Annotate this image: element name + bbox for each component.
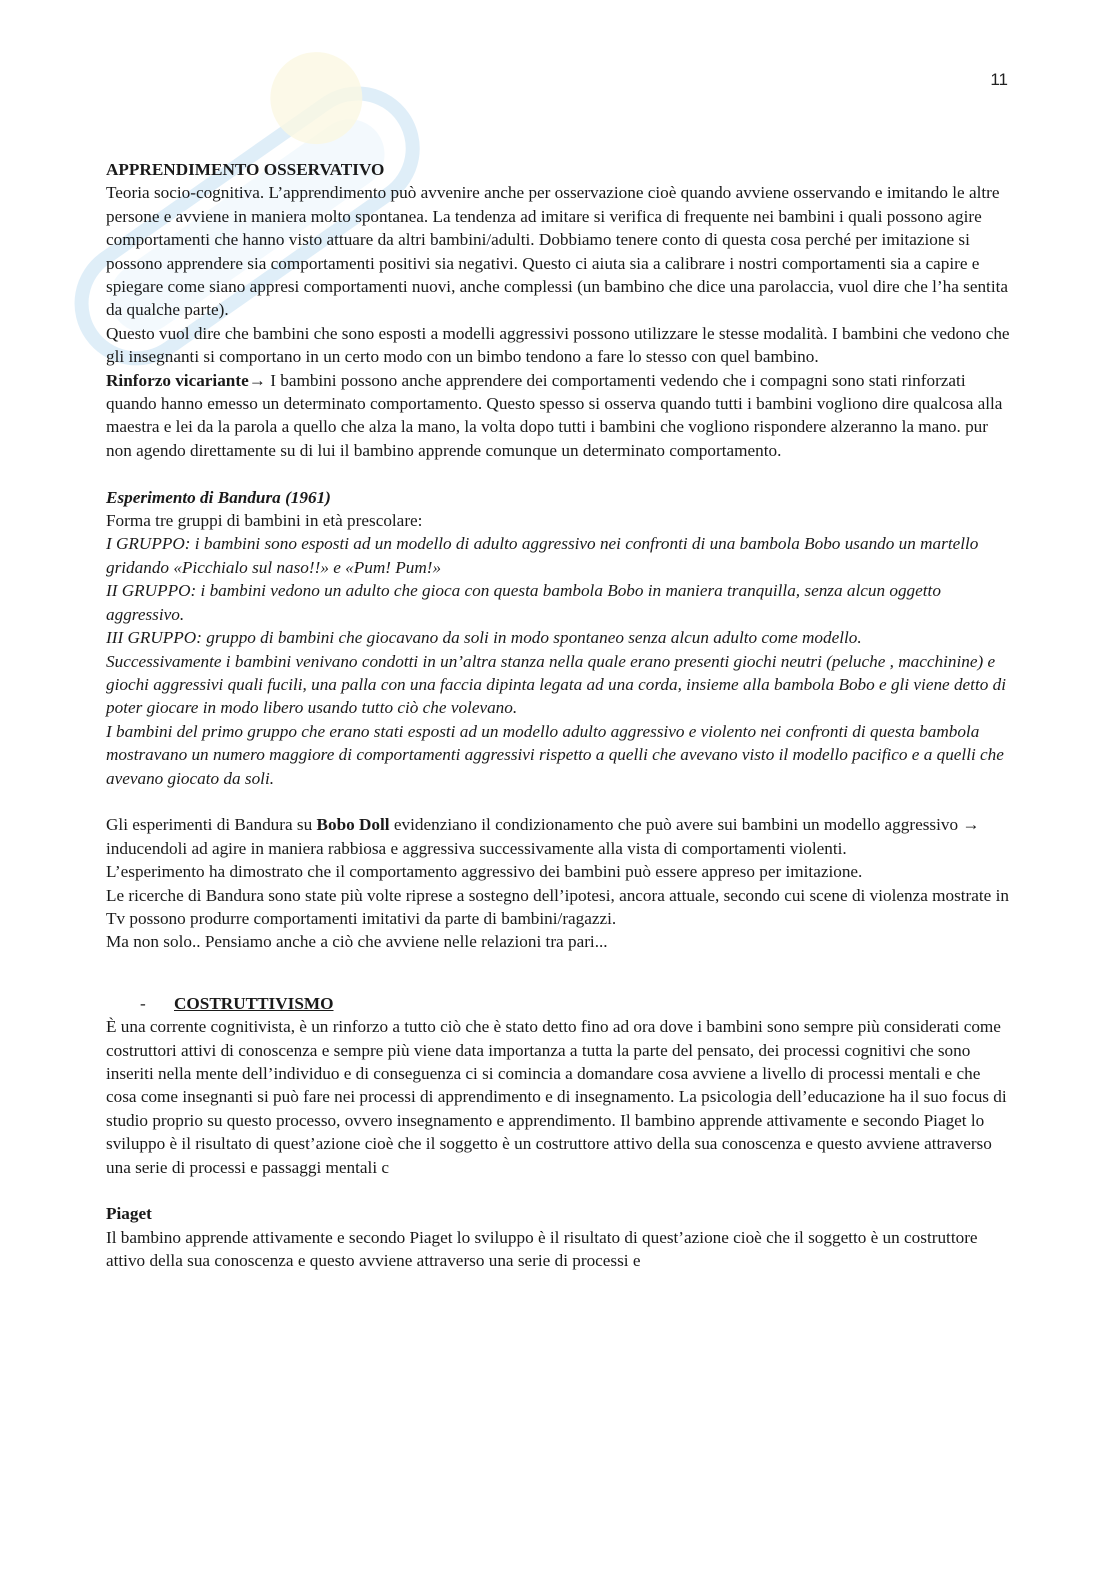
page-number: 11 xyxy=(990,70,1008,89)
paragraph: Successivamente i bambini venivano condotti in un’altra stanza nella quale erano presenti giochi neutri (peluche , macchinine) e giochi aggressivi quali fucili, una palla con una faccia dipinta legata ad una corda, insieme alla bambola Bobo e gli viene detto di poter giocare in modo libero usando tutto ciò che volevano. xyxy=(106,651,1006,718)
bullet-dash: - xyxy=(140,993,146,1013)
paragraph: È una corrente cognitivista, è un rinforzo a tutto ciò che è stato detto fino ad ora dove i bambini sono sempre più considerati come costruttori attivi di conoscenza e sempre più viene data importanza a tutta la parte del pensato, dei processi cognitivi che sono inseriti nella mente dell’individuo e di conseguenza ci si comincia a domandare cosa avviene a livello di processi mentali e che cosa come insegnanti si può fare nei processi di apprendimento e di insegnamento. La psicologia dell’educazione ha il suo focus di studio proprio su questo processo, ovvero insegnamento e apprendimento. Il bambino apprende attivamente e secondo Piaget lo sviluppo è il risultato di quest’azione cioè che il soggetto è un costruttore attivo della sua conoscenza e questo avviene attraverso una serie di processi e passaggi mentali c xyxy=(106,1017,1007,1177)
paragraph: L’esperimento ha dimostrato che il comportamento aggressivo dei bambini può essere appreso per imitazione. xyxy=(106,862,863,882)
paragraph: Le ricerche di Bandura sono state più volte riprese a sostegno dell’ipotesi, ancora attuale, secondo cui scene di violenza mostrate in Tv possono produrre comportamenti imitativi da parte di bambini/ragazzi. xyxy=(106,885,1009,928)
paragraph-text: I bambini possono anche apprendere dei comportamenti vedendo che i compagni sono stati rinforzati quando hanno emesso un determinato comportamento. Questo spesso si osserva quando tutti i bambini vogliono dire qualcosa alla maestra e lei da la parola a quello che alza la mano, la volta dopo tutti i bambini che vogliono rispondere alzeranno la mano. pur non agendo direttamente su di lui il bambino apprende comunque un determinato comportamento. xyxy=(106,370,1003,460)
group-2: II GRUPPO: i bambini vedono un adulto che gioca con questa bambola Bobo in maniera tranquilla, senza alcun oggetto aggressivo. xyxy=(106,581,941,624)
paragraph-bobo xyxy=(106,813,1012,860)
piaget-heading: Piaget xyxy=(106,1204,152,1224)
section-heading-costruttivismo xyxy=(106,992,1012,1015)
paragraph: Il bambino apprende attivamente e secondo Piaget lo sviluppo è il risultato di quest’azione cioè che il soggetto è un costruttore attivo della sua conoscenza e questo avviene attraverso una serie di processi e xyxy=(106,1227,978,1271)
paragraph: Teoria socio-cognitiva. L’apprendimento può avvenire anche per osservazione cioè quando avviene osservando e imitando le altre persone e avviene in maniera molto spontanea. La tendenza ad imitare si verifica di frequente nei bambini i quali possono agire comportamenti che hanno visto attuare da altri bambini/adulti. Dobbiamo tenere conto di questa cosa perché per imitazione si possono apprendere sia comportamenti positivi sia negativi. Questo ci aiuta sia a calibrare i nostri comportamenti sia a capire e spiegare come siano appresi comportamenti nuovi, anche complessi (un bambino che dice una parolaccia, vuol dire che l’ha sentita da qualche parte). xyxy=(106,183,1009,320)
section-heading-apprendimento: APPRENDIMENTO OSSERVATIVO xyxy=(106,160,385,179)
paragraph: I bambini del primo gruppo che erano stati esposti ad un modello adulto aggressivo e violento nei confronti di questa bambola mostravano un numero maggiore di comportamenti aggressivi rispetto a quelli che avevano visto il modello pacifico e a quelli che avevano giocato da soli. xyxy=(106,721,1004,788)
paragraph-text: evidenziano il condizionamento che può avere sui bambini un modello aggressivo → inducendoli ad agire in maniera rabbiosa e aggressiva successivamente alla vista di comportamenti violenti. xyxy=(106,815,980,858)
paragraph-text: Gli esperimenti di Bandura su xyxy=(106,815,317,835)
document-body xyxy=(106,158,1012,1273)
arrow-icon: → xyxy=(248,370,266,390)
term-rinforzo-vicariante: Rinforzo vicariante xyxy=(106,370,249,390)
group-3: III GRUPPO: gruppo di bambini che giocavano da soli in modo spontaneo senza alcun adulto come modello. xyxy=(106,628,862,648)
group-1: I GRUPPO: i bambini sono esposti ad un modello di adulto aggressivo nei confronti di una bambola Bobo usando un martello gridando «Picchialo sul naso!!» e «Pum! Pum!» xyxy=(106,534,979,577)
paragraph: Forma tre gruppi di bambini in età prescolare: xyxy=(106,511,423,531)
paragraph: Ma non solo.. Pensiamo anche a ciò che avviene nelle relazioni tra pari... xyxy=(106,932,608,952)
paragraph-rinforzo xyxy=(106,369,1012,463)
section-title: COSTRUTTIVISMO xyxy=(174,993,334,1013)
term-bobo-doll: Bobo Doll xyxy=(316,815,390,835)
paragraph: Questo vuol dire che bambini che sono esposti a modelli aggressivi possono utilizzare le stesse modalità. I bambini che vedono che gli insegnanti si comportano in un certo modo con un bimbo tendono a fare lo stesso con quel bambino. xyxy=(106,323,1010,367)
experiment-heading: Esperimento di Bandura (1961) xyxy=(106,487,331,507)
